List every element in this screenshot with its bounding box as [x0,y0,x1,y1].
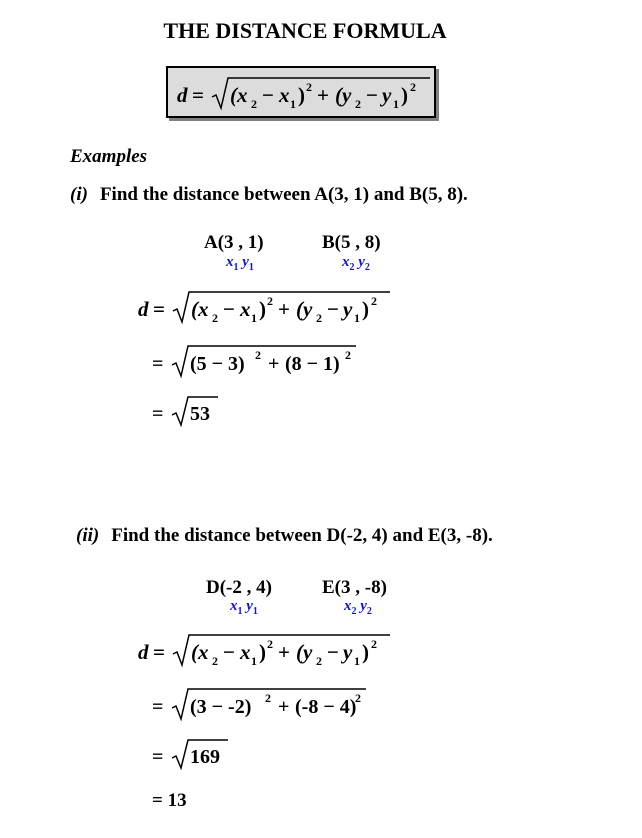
formula-x: x [279,83,290,107]
svg-text:=: = [152,353,164,375]
svg-text:2: 2 [316,311,322,325]
formula-exp: 2 [410,80,416,94]
point-a: A(3 , 1) [204,232,264,253]
svg-text:169: 169 [190,746,220,768]
svg-text:2: 2 [265,691,271,705]
svg-text:2: 2 [371,637,377,651]
page-title: THE DISTANCE FORMULA [163,18,447,43]
coordinate-labels-b: $x_2$ $y_2$ [342,254,370,273]
svg-text:−: − [223,297,235,321]
step-result [152,392,252,432]
coordinate-labels-e: $x_2$ $y_2$ [344,598,372,617]
svg-text:2: 2 [212,654,218,668]
svg-text:2: 2 [345,348,351,362]
svg-text:2: 2 [212,311,218,325]
svg-text:53: 53 [190,403,210,425]
svg-text:y: y [343,297,353,321]
formula-minus: − [262,83,274,107]
example-question-text: Find the distance between D(-2, 4) and E(3, -8). [111,525,493,546]
final-answer: = 13 [152,790,187,811]
distance-formula [168,68,438,120]
formula-equals: = [192,83,204,107]
svg-text:+: + [278,640,290,664]
svg-text:d: d [138,297,149,321]
svg-text:−: − [327,640,339,664]
svg-text:1: 1 [354,311,360,325]
formula-term1: (x [230,83,248,107]
svg-text:1: 1 [251,654,257,668]
svg-text:1: 1 [251,311,257,325]
svg-text:d: d [138,640,149,664]
formula-plus: + [317,83,329,107]
examples-heading: Examples [70,146,148,167]
svg-text:=: = [153,640,165,664]
svg-text:2: 2 [355,691,361,705]
svg-text:(x: (x [191,640,209,664]
svg-text:2: 2 [267,294,273,308]
formula-sub: 1 [393,97,399,111]
formula-y: y [382,83,392,107]
svg-text:): ) [259,297,266,321]
step-formula [138,286,408,330]
svg-text:(8 − 1): (8 − 1) [285,353,340,375]
coordinate-labels-a: $x_1$ $y_1$ [226,254,254,273]
step-substitution [152,683,382,727]
svg-text:−: − [327,297,339,321]
svg-text:(y: (y [296,640,313,664]
svg-text:−: − [223,640,235,664]
formula-term2: (y [335,83,352,107]
example-label: (i) [70,184,88,205]
coordinate-labels-d: $x_1$ $y_1$ [230,598,258,617]
svg-text:=: = [153,297,165,321]
formula-exp: 2 [306,80,312,94]
svg-text:(5 − 3): (5 − 3) [190,353,245,375]
svg-text:1: 1 [354,654,360,668]
svg-text:2: 2 [316,654,322,668]
svg-text:(x: (x [191,297,209,321]
svg-text:): ) [259,640,266,664]
svg-text:+: + [268,353,280,375]
point-b: B(5 , 8) [322,232,381,253]
svg-text:y: y [343,640,353,664]
step-formula [138,629,408,673]
example-question [70,184,468,206]
svg-text:=: = [152,746,164,768]
svg-text:2: 2 [255,348,261,362]
example-question-text: Find the distance between A(3, 1) and B(5, 8). [99,184,468,205]
svg-text:(-8 − 4): (-8 − 4) [295,696,357,718]
formula-sub: 2 [251,97,257,111]
svg-text:): ) [362,297,369,321]
svg-text:): ) [362,640,369,664]
example-question [76,525,493,547]
svg-text:2: 2 [267,637,273,651]
formula-d: d [177,83,188,107]
svg-text:(y: (y [296,297,313,321]
svg-text:=: = [152,696,164,718]
svg-text:(3 − -2): (3 − -2) [190,696,252,718]
point-e: E(3 , -8) [322,577,387,598]
step-substitution [152,340,372,384]
svg-text:=: = [152,403,164,425]
step-result [152,735,262,775]
formula-close: ) [298,83,305,107]
formula-close: ) [401,83,408,107]
formula-box [166,66,436,118]
svg-text:x: x [240,640,251,664]
formula-sub: 1 [290,97,296,111]
point-d: D(-2 , 4) [206,577,272,598]
formula-sub: 2 [355,97,361,111]
example-label: (ii) [76,525,100,546]
svg-text:2: 2 [371,294,377,308]
svg-text:+: + [278,696,290,718]
svg-text:x: x [240,297,251,321]
svg-text:+: + [278,297,290,321]
formula-minus: − [366,83,378,107]
